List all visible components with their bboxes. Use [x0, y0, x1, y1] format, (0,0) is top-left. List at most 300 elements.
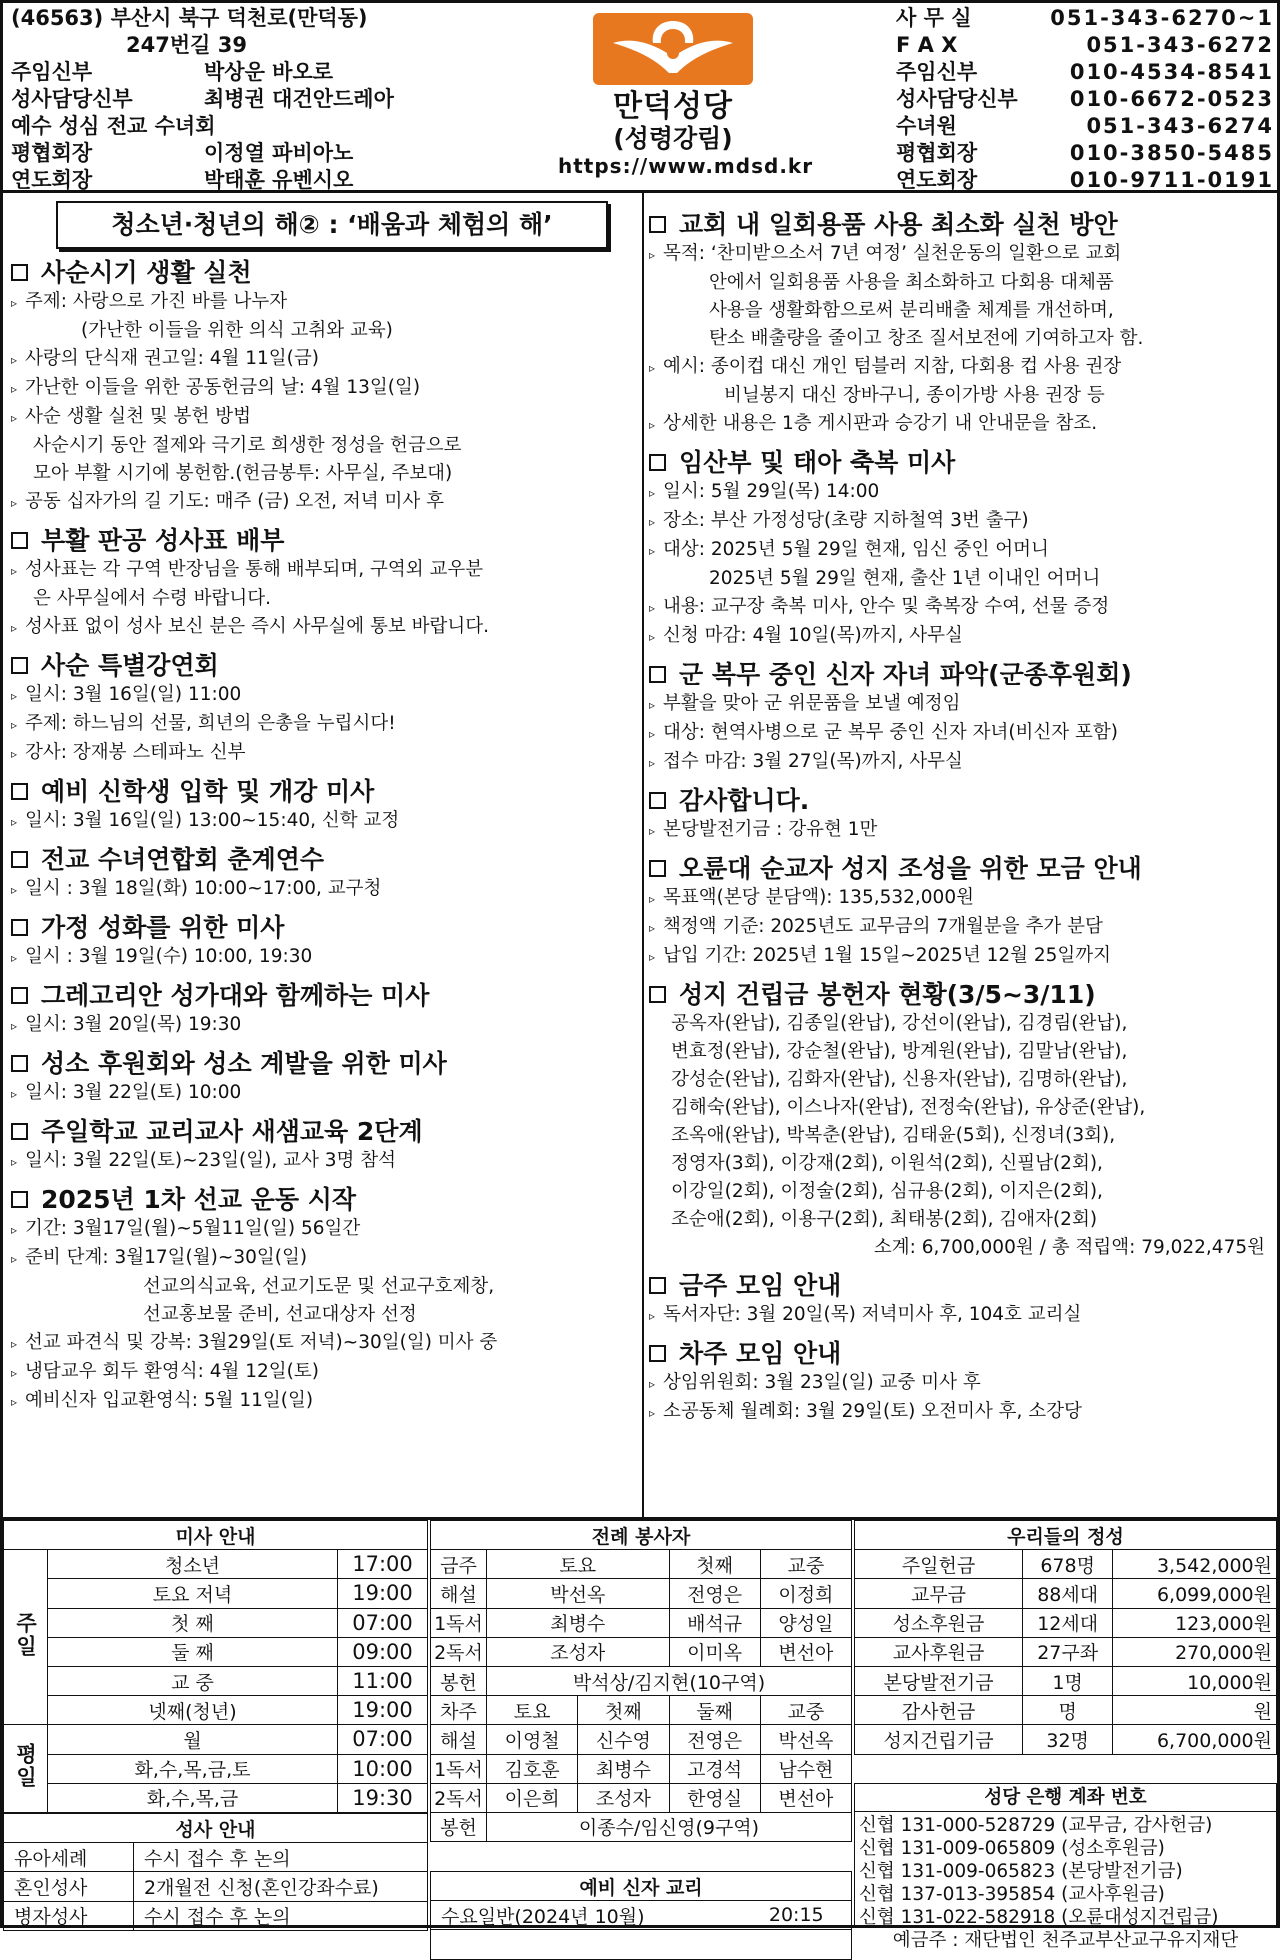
- offerings-cell: 주일헌금: [855, 1550, 1023, 1579]
- offerings-cell: 교사후원금: [855, 1637, 1023, 1666]
- church-website-link[interactable]: https://www.mdsd.kr: [558, 154, 814, 178]
- servers-cell: 1독서: [431, 1754, 487, 1783]
- notice-line-text: 대상: 2025년 5월 29일 현재, 임신 중인 어머니: [663, 539, 1049, 560]
- parish-info-value: 박상운 바오로: [204, 60, 334, 84]
- table-row: [4, 1579, 428, 1608]
- bullet-triangle-icon: ▹: [11, 353, 18, 367]
- bullet-triangle-icon: ▹: [649, 1377, 656, 1391]
- notice-title: [11, 1184, 639, 1215]
- table-row: [431, 1550, 852, 1579]
- catechumen-table: [430, 1871, 852, 1960]
- mass-name: 월: [48, 1725, 338, 1754]
- notice-line-text: 강사: 장재봉 스테파노 신부: [25, 742, 246, 763]
- notice-section: [11, 912, 639, 972]
- notice-section: [649, 785, 1275, 845]
- bank-account-line: 신협 131-022-582918 (오륜대성지건립금): [859, 1907, 1219, 1928]
- mass-name: 둘 째: [48, 1637, 338, 1666]
- mass-time: 11:00: [338, 1666, 428, 1695]
- notice-line: [649, 690, 1275, 719]
- servers-header-cell: 둘째: [669, 1696, 760, 1725]
- contact-row: [896, 32, 1274, 59]
- notice-line: [11, 613, 639, 642]
- contact-phone: 010-4534-8541: [1069, 60, 1274, 84]
- notice-section: [11, 844, 639, 904]
- contact-row: [896, 59, 1274, 86]
- notice-section: [11, 1048, 639, 1108]
- notice-line: [649, 269, 1275, 297]
- notice-line-text: (가난한 이들을 위한 의식 고취와 교육): [81, 320, 393, 341]
- year-theme-banner: 청소년·청년의 해② : ‘배움과 체험의 해’: [56, 201, 608, 249]
- notice-line: [11, 460, 639, 488]
- notice-line-text: 비닐봉지 대신 장바구니, 종이가방 사용 권장 등: [724, 385, 1105, 406]
- bullet-triangle-icon: ▹: [649, 1309, 656, 1323]
- bullet-triangle-icon: ▹: [11, 496, 18, 510]
- parish-info-value: 박태훈 유벤시오: [204, 168, 354, 192]
- notice-line: [11, 1147, 639, 1176]
- notice-title: [11, 650, 639, 681]
- offerings-cell: 1명: [1023, 1666, 1113, 1695]
- mass-time: 07:00: [338, 1608, 428, 1637]
- bullet-triangle-icon: ▹: [649, 756, 656, 770]
- notice-line-text: 조순애(2회), 이용구(2회), 최태봉(2회), 김애자(2회): [671, 1209, 1098, 1230]
- table-row: [431, 1901, 852, 1930]
- offerings-cell: 6,099,000원: [1113, 1579, 1277, 1608]
- parish-info-row: [11, 32, 531, 59]
- bullet-triangle-icon: ▹: [649, 727, 656, 741]
- offerings-title: 우리들의 정성: [855, 1521, 1277, 1550]
- parish-info-row: [11, 113, 531, 140]
- notice-section: [649, 659, 1275, 777]
- notice-line-text: 책정액 기준: 2025년도 교무금의 7개월분을 추가 분담: [663, 916, 1103, 937]
- notice-title-text: 사순 특별강연회: [41, 651, 219, 680]
- table-row: [4, 1521, 428, 1550]
- notice-line: [649, 1094, 1275, 1122]
- table-row: [855, 1550, 1277, 1579]
- offering-label: 봉헌: [431, 1812, 487, 1841]
- table-row: [855, 1608, 1277, 1637]
- bullet-triangle-icon: ▹: [11, 1252, 18, 1266]
- offerings-cell: 10,000원: [1113, 1666, 1277, 1695]
- servers-cell: 해설: [431, 1579, 487, 1608]
- notice-line-text: 모아 부활 시기에 봉헌함.(헌금봉투: 사무실, 주보대): [33, 463, 453, 484]
- bullet-triangle-icon: ▹: [649, 950, 656, 964]
- bottom-tables: [3, 1517, 1277, 1951]
- table-row: [431, 1637, 852, 1666]
- notice-line-text: 정영자(3회), 이강재(2회), 이원석(2회), 신필남(2회),: [671, 1153, 1103, 1174]
- bullet-triangle-icon: ▹: [649, 418, 656, 432]
- table-row: [855, 1696, 1277, 1725]
- offerings-cell: 3,542,000원: [1113, 1550, 1277, 1579]
- liturgy-servers-table: [430, 1520, 852, 1842]
- notice-section: [11, 1116, 639, 1176]
- sacrament-note: 2개월전 신청(혼인강좌수료): [134, 1872, 428, 1901]
- notice-section: [11, 776, 639, 836]
- bullet-triangle-icon: ▹: [649, 1406, 656, 1420]
- bullet-triangle-icon: ▹: [649, 515, 656, 529]
- notice-line-text: 상임위원회: 3월 23일(일) 교중 미사 후: [663, 1372, 981, 1393]
- contact-phone: 010-9711-0191: [1069, 168, 1274, 192]
- notice-line: [11, 403, 639, 432]
- parish-info-label: 평협회장: [11, 141, 93, 165]
- table-row: [4, 1843, 428, 1872]
- servers-cell: 최병수: [487, 1608, 670, 1637]
- notice-line: [649, 719, 1275, 748]
- notice-title: [649, 1270, 1275, 1301]
- mass-name: 청소년: [48, 1550, 338, 1579]
- table-row: [4, 1696, 428, 1725]
- notice-line-text: 공옥자(완납), 김종일(완납), 강선이(완납), 김경림(완납),: [671, 1013, 1128, 1034]
- checkbox-square-icon: [11, 1055, 28, 1072]
- notice-section: [649, 853, 1275, 971]
- contact-phone: 010-6672-0523: [1069, 87, 1274, 111]
- notice-line: [649, 1398, 1275, 1427]
- table-row: [431, 1812, 852, 1841]
- parish-info-label: 연도회장: [11, 168, 93, 192]
- notice-line: [649, 622, 1275, 651]
- notice-line-text: 사랑의 단식재 권고일: 4월 11일(금): [25, 348, 319, 369]
- servers-cell: 이정희: [760, 1579, 851, 1608]
- mass-name: 교 중: [48, 1666, 338, 1695]
- notice-title: [11, 1116, 639, 1147]
- notice-line-text: 납입 기간: 2025년 1월 15일~2025년 12월 25일까지: [663, 945, 1112, 966]
- bullet-triangle-icon: ▹: [11, 296, 18, 310]
- offerings-cell: 12세대: [1023, 1608, 1113, 1637]
- mass-name: 화,수,목,금: [48, 1783, 338, 1812]
- notice-line-text: 사순 생활 실천 및 봉헌 방법: [25, 406, 251, 427]
- notice-line: [11, 681, 639, 710]
- notice-line-text: 선교 파견식 및 강복: 3월29일(토 저녁)~30일(일) 미사 중: [25, 1332, 498, 1353]
- table-row: [431, 1754, 852, 1783]
- parish-info-label: 예수 성심 전교 수녀회: [11, 114, 216, 138]
- offering-servers: 이종수/임신영(9구역): [487, 1812, 852, 1841]
- table-row: [4, 1550, 428, 1579]
- notice-title: [11, 1048, 639, 1079]
- church-name: 만덕성당: [613, 89, 733, 124]
- notice-line-text: 일시: 5월 29일(목) 14:00: [663, 481, 880, 502]
- notice-line: [649, 913, 1275, 942]
- notice-section: [11, 257, 639, 517]
- table-row: [4, 1783, 428, 1812]
- offerings-table: [854, 1520, 1277, 1755]
- notice-line-text: 준비 단계: 3월17일(월)~30일(일): [25, 1247, 308, 1268]
- notice-title: [11, 980, 639, 1011]
- notice-line-text: 김해숙(완납), 이스나자(완납), 전정숙(완납), 유상준(완납),: [671, 1097, 1146, 1118]
- notice-title: [649, 785, 1275, 816]
- servers-cell: 한영실: [669, 1783, 760, 1812]
- parish-info-row: [11, 167, 531, 194]
- notice-line: [11, 943, 639, 972]
- notice-line: [649, 1234, 1275, 1262]
- servers-cell: 최병수: [578, 1754, 669, 1783]
- left-column: [11, 201, 639, 1416]
- contact-label: 연도회장: [896, 168, 978, 192]
- notice-title: [649, 1338, 1275, 1369]
- table-row: [4, 1814, 428, 1843]
- notice-line-text: 부활을 맞아 군 위문품을 보낼 예정임: [663, 693, 961, 714]
- notice-title: [649, 979, 1275, 1010]
- sacrament-note: 수시 접수 후 논의: [134, 1843, 428, 1872]
- table-row: [4, 1872, 428, 1901]
- contact-label: 성사담당신부: [896, 87, 1018, 111]
- bank-account-line: 신협 131-009-065809 (성소후원금): [859, 1838, 1165, 1859]
- contact-row: [896, 140, 1274, 167]
- table-row: [4, 1666, 428, 1695]
- notice-title-text: 오륜대 순교자 성지 조성을 위한 모금 안내: [679, 854, 1142, 883]
- bullet-triangle-icon: ▹: [649, 486, 656, 500]
- bank-account-line: 신협 131-009-065823 (본당발전기금): [859, 1861, 1183, 1882]
- sacrament-table: [3, 1813, 428, 1931]
- bullet-triangle-icon: ▹: [11, 382, 18, 396]
- bullet-triangle-icon: ▹: [649, 361, 656, 375]
- notice-line: [649, 240, 1275, 269]
- weekday-label: [4, 1725, 48, 1813]
- notice-line: [649, 1122, 1275, 1150]
- mass-name: 화,수,목,금,토: [48, 1754, 338, 1783]
- offerings-cell: 27구좌: [1023, 1637, 1113, 1666]
- mass-name: 토요 저녁: [48, 1579, 338, 1608]
- notice-title: [649, 853, 1275, 884]
- sunday-label-text: 주일: [13, 1611, 38, 1658]
- sacrament-name: 병자성사: [4, 1901, 134, 1930]
- notice-line-text: 안에서 일회용품 사용을 최소화하고 다회용 대체품: [709, 272, 1114, 293]
- bullet-triangle-icon: ▹: [649, 892, 656, 906]
- bullet-triangle-icon: ▹: [11, 1019, 18, 1033]
- mass-name: 넷째(청년): [48, 1696, 338, 1725]
- bullet-triangle-icon: ▹: [11, 815, 18, 829]
- notice-line: [11, 1358, 639, 1387]
- table-row: [431, 1930, 852, 1959]
- bullet-triangle-icon: ▹: [11, 1155, 18, 1169]
- notice-line: [11, 1387, 639, 1416]
- notice-line: [11, 807, 639, 836]
- parish-info-value: 최병권 대건안드레아: [204, 87, 394, 111]
- table-row: [4, 1725, 428, 1754]
- bullet-triangle-icon: ▹: [649, 601, 656, 615]
- servers-cell: 전영은: [669, 1579, 760, 1608]
- notice-line-text: 주제: 하느님의 선물, 희년의 은총을 누립시다!: [25, 713, 396, 734]
- notice-line-text: 일시: 3월 22일(토)~23일(일), 교사 3명 참석: [25, 1150, 396, 1171]
- notice-line: [649, 353, 1275, 382]
- empty-cell: [431, 1930, 852, 1959]
- notice-line: [649, 1038, 1275, 1066]
- notice-line-text: 성사표는 각 구역 반장님을 통해 배부되며, 구역외 교우분: [25, 559, 484, 580]
- parish-info: [11, 5, 531, 194]
- bullet-triangle-icon: ▹: [649, 544, 656, 558]
- bank-accounts: [854, 1783, 1277, 1951]
- checkbox-square-icon: [649, 792, 666, 809]
- bank-account-list: [859, 1814, 1272, 1929]
- servers-header-cell: 첫째: [669, 1550, 760, 1579]
- notice-line-text: 2025년 5월 29일 현재, 출산 1년 이내인 어머니: [709, 568, 1101, 589]
- notice-line-text: 주제: 사랑으로 가진 바를 나누자: [25, 291, 288, 312]
- offerings-cell: 명: [1023, 1696, 1113, 1725]
- contact-label: 사 무 실: [896, 6, 972, 30]
- notice-section: [649, 1270, 1275, 1330]
- notice-line: [649, 507, 1275, 536]
- notice-line-text: 본당발전기금 : 강유현 1만: [663, 819, 878, 840]
- notice-section: [649, 447, 1275, 651]
- notice-title: [649, 659, 1275, 690]
- weekday-label-text: 평일: [13, 1743, 38, 1790]
- mass-time: 17:00: [338, 1550, 428, 1579]
- bullet-triangle-icon: ▹: [649, 921, 656, 935]
- servers-cell: 신수영: [578, 1725, 669, 1754]
- notice-line-text: 소계: 6,700,000원 / 총 적립액: 79,022,475원: [873, 1237, 1265, 1258]
- notice-section: [11, 980, 639, 1040]
- notice-section: [649, 209, 1275, 439]
- servers-cell: 이영철: [487, 1725, 578, 1754]
- notice-section: [649, 1338, 1275, 1427]
- notice-line: [11, 875, 639, 904]
- offerings-cell: 교무금: [855, 1579, 1023, 1608]
- notice-title-text: 임산부 및 태아 축복 미사: [679, 448, 956, 477]
- notice-title: [649, 209, 1275, 240]
- mass-title: 미사 안내: [4, 1521, 428, 1550]
- notice-line: [649, 1369, 1275, 1398]
- contact-row: [896, 86, 1274, 113]
- table-row: [4, 1901, 428, 1930]
- offerings-cell: 123,000원: [1113, 1608, 1277, 1637]
- offerings-cell: 270,000원: [1113, 1637, 1277, 1666]
- notice-line: [649, 297, 1275, 325]
- checkbox-square-icon: [649, 666, 666, 683]
- table-row: [431, 1521, 852, 1550]
- parish-info-row: [11, 59, 531, 86]
- servers-header-cell: 교중: [760, 1696, 851, 1725]
- bullet-triangle-icon: ▹: [11, 1337, 18, 1351]
- notice-line-text: 일시 : 3월 18일(화) 10:00~17:00, 교구청: [25, 878, 382, 899]
- table-row: [431, 1666, 852, 1695]
- notice-line: [649, 325, 1275, 353]
- contact-row: [896, 5, 1274, 32]
- left-sections: [11, 257, 639, 1416]
- notice-line-text: 이강일(2회), 이정술(2회), 심규용(2회), 이지은(2회),: [671, 1181, 1103, 1202]
- table-row: [431, 1579, 852, 1608]
- servers-header-cell: 토요: [487, 1550, 670, 1579]
- servers-cell: 박선옥: [487, 1579, 670, 1608]
- bullet-triangle-icon: ▹: [649, 630, 656, 644]
- mass-time: 07:00: [338, 1725, 428, 1754]
- checkbox-square-icon: [11, 1123, 28, 1140]
- parish-info-value: 이정열 파비아노: [204, 141, 354, 165]
- notice-line: [11, 585, 639, 613]
- bullet-triangle-icon: ▹: [11, 621, 18, 635]
- notice-line: [11, 317, 639, 345]
- sacrament-name: 혼인성사: [4, 1872, 134, 1901]
- column-divider: [642, 193, 644, 1517]
- notice-title-text: 그레고리안 성가대와 함께하는 미사: [41, 981, 430, 1010]
- servers-cell: 배석규: [669, 1608, 760, 1637]
- mass-time: 19:00: [338, 1696, 428, 1725]
- checkbox-square-icon: [649, 860, 666, 877]
- right-column: [649, 201, 1275, 1427]
- checkbox-square-icon: [649, 1277, 666, 1294]
- notice-line: [11, 1079, 639, 1108]
- servers-cell: 변선아: [760, 1783, 851, 1812]
- notice-line: [649, 1066, 1275, 1094]
- servers-header-cell: 토요: [487, 1696, 578, 1725]
- bullet-triangle-icon: ▹: [11, 883, 18, 897]
- servers-cell: 전영은: [669, 1725, 760, 1754]
- notice-line-text: 내용: 교구장 축복 미사, 안수 및 축복장 수여, 선물 증정: [663, 596, 1110, 617]
- bullet-triangle-icon: ▹: [11, 411, 18, 425]
- notice-title: [649, 447, 1275, 478]
- mass-time: 19:30: [338, 1783, 428, 1812]
- bullet-triangle-icon: ▹: [11, 1395, 18, 1409]
- checkbox-square-icon: [11, 532, 28, 549]
- offerings-cell: 성소후원금: [855, 1608, 1023, 1637]
- contact-info: [896, 5, 1274, 194]
- offerings-cell: 6,700,000원: [1113, 1725, 1277, 1754]
- notice-line: [11, 1329, 639, 1358]
- checkbox-square-icon: [11, 851, 28, 868]
- holy-spirit-dove-logo-icon: [593, 13, 753, 85]
- contact-label: 주임신부: [896, 60, 978, 84]
- contact-label: 평협회장: [896, 141, 978, 165]
- bullet-triangle-icon: ▹: [11, 564, 18, 578]
- table-row: [431, 1872, 852, 1901]
- notice-line: [11, 1301, 639, 1329]
- bullet-triangle-icon: ▹: [11, 951, 18, 965]
- notice-title: [11, 844, 639, 875]
- notice-line: [11, 288, 639, 317]
- notice-line: [649, 1010, 1275, 1038]
- checkbox-square-icon: [649, 986, 666, 1003]
- sacrament-title: 성사 안내: [4, 1814, 428, 1843]
- notice-section: [11, 650, 639, 768]
- notice-line-text: 소공동체 월례회: 3월 29일(토) 오전미사 후, 소강당: [663, 1401, 1082, 1422]
- servers-cell: 박선옥: [760, 1725, 851, 1754]
- notice-line-text: 접수 마감: 3월 27일(목)까지, 사무실: [663, 751, 963, 772]
- notice-line: [11, 1011, 639, 1040]
- servers-header-cell: 교중: [760, 1550, 851, 1579]
- notice-line: [11, 1244, 639, 1273]
- checkbox-square-icon: [649, 1345, 666, 1362]
- notice-title-text: 부활 판공 성사표 배부: [41, 526, 285, 555]
- table-row: [855, 1666, 1277, 1695]
- notice-line: [649, 1178, 1275, 1206]
- offerings-cell: 원: [1113, 1696, 1277, 1725]
- notice-line: [11, 710, 639, 739]
- notice-line: [11, 739, 639, 768]
- notice-line: [649, 1150, 1275, 1178]
- offerings-cell: 88세대: [1023, 1579, 1113, 1608]
- bullet-triangle-icon: ▹: [11, 1223, 18, 1237]
- notice-line-text: 강성순(완납), 김화자(완납), 신용자(완납), 김명하(완납),: [671, 1069, 1128, 1090]
- bank-accounts-title: 성당 은행 계좌 번호: [855, 1784, 1276, 1812]
- servers-cell: 이은희: [487, 1783, 578, 1812]
- sunday-label: [4, 1550, 48, 1725]
- notice-line-text: 공동 십자가의 길 기도: 매주 (금) 오전, 저녁 미사 후: [25, 491, 445, 512]
- servers-cell: 고경석: [669, 1754, 760, 1783]
- servers-header-cell: 금주: [431, 1550, 487, 1579]
- notice-line-text: 선교홍보물 준비, 선교대상자 선정: [143, 1304, 417, 1325]
- notice-title-text: 감사합니다.: [679, 786, 810, 815]
- checkbox-square-icon: [11, 783, 28, 800]
- notice-line-text: 일시: 3월 16일(일) 13:00~15:40, 신학 교정: [25, 810, 400, 831]
- contact-phone: 051-343-6270~1: [1050, 6, 1274, 30]
- bullet-triangle-icon: ▹: [649, 824, 656, 838]
- notice-title-text: 군 복무 중인 신자 자녀 파악(군종후원회): [679, 660, 1132, 689]
- notice-title-text: 성소 후원회와 성소 계발을 위한 미사: [41, 1049, 447, 1078]
- servers-cell: 조성자: [578, 1783, 669, 1812]
- offering-label: 봉헌: [431, 1666, 487, 1695]
- contact-phone: 010-3850-5485: [1069, 141, 1274, 165]
- bulletin-header: [3, 3, 1277, 193]
- notice-line-text: 성사표 없이 성사 보신 분은 즉시 사무실에 통보 바랍니다.: [25, 616, 489, 637]
- notice-title: [11, 525, 639, 556]
- notice-line-text: 일시 : 3월 19일(수) 10:00, 19:30: [25, 946, 313, 967]
